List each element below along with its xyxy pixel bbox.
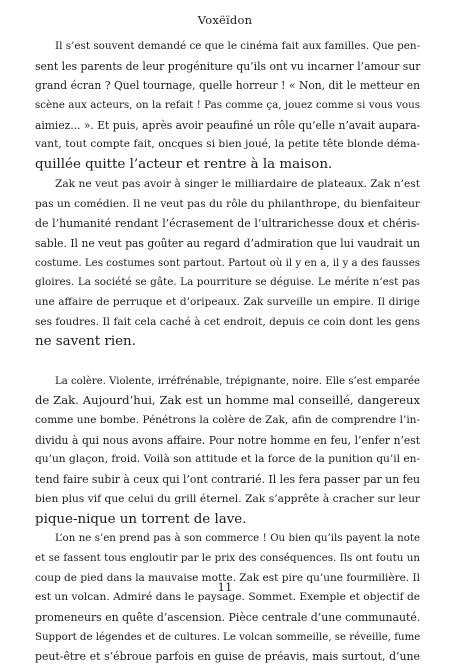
text-line: une affaire de perruque et d’oripeaux. Zak surveille un empire. Il dirige [35, 295, 420, 308]
text-line: de Zak. Aujourd’hui, Zak est un homme mal conseillé, dangereux [35, 393, 420, 408]
text-line: scène aux acteurs, on la refait ! Pas comme ça, jouez comme si vous vous [35, 99, 420, 112]
text-line: costume. Les costumes sont partout. Partout où il y en a, il y a des fausses [35, 257, 420, 269]
body-text [35, 37, 420, 667]
text-line: sent les parents de leur progéniture qu’ils ont vu incarner l’amour sur [35, 59, 421, 73]
text-line: L’on ne s’en prend pas à son commerce ! Ou bien qu’ils payent la note [55, 533, 420, 545]
text-line: pique-nique un torrent de lave. [35, 511, 247, 527]
text-line: de l’humanité rendant l’écrasement de l’ultrarichesse doux et chéris- [35, 217, 420, 231]
page-number: 11 [217, 580, 233, 594]
paragraph [35, 529, 420, 667]
text-line: dividu à qui nous avons affaire. Pour notre homme en feu, l’enfer n’est [35, 433, 420, 447]
text-line: peut-être et s’ébroue parfois en guise de préavis, mais surtout, d’une [35, 650, 420, 664]
text-line: sable. Il ne veut pas goûter au regard d’admiration que lui vaudrait un [35, 236, 420, 250]
text-line: pas un comédien. Il ne veut pas du rôle du philanthrope, du bienfaiteur [35, 197, 420, 210]
text-line: Il s’est souvent demandé ce que le cinéma fait aux familles. Que pen- [55, 40, 421, 52]
text-line: Zak ne veut pas avoir à singer le milliardaire de plateaux. Zak n’est [55, 177, 420, 190]
text-line: tend faire subir à ceux qui l’ont contrarié. Il les fera passer par un feu [35, 473, 420, 487]
text-line: ne savent rien. [35, 334, 136, 350]
text-line: comme une bombe. Pénétrons la colère de Zak, afin de comprendre l’in- [35, 414, 420, 427]
text-line: grand écran ? Quel tournage, quelle horreur ! « Non, dit le metteur en [35, 79, 420, 93]
text-line: Support de légendes et de cultures. Le volcan sommeille, se réveille, fume [35, 631, 421, 643]
text-line: promeneurs en quête d’ascension. Pièce centrale d’une communauté. [35, 610, 421, 624]
running-title: Voxëïdon [197, 13, 253, 27]
paragraph [35, 175, 420, 352]
text-line: et se fassent tous engloutir par le prix des conséquences. Ils ont foutu un [35, 551, 420, 564]
paragraph [35, 37, 420, 175]
section-break [35, 352, 420, 372]
text-line: gloires. La société se gâte. La pourriture se déguise. Le mérite n’est pas [35, 276, 420, 289]
text-line: vant, tout compte fait, oncques si bien joué, la petite tête blonde déma- [35, 138, 420, 151]
text-line: bien plus vif que celui du grill éternel. Zak s’apprête à cracher sur leur [35, 492, 420, 505]
text-line: aimiez... ». Et puis, après avoir peaufiné un rôle qu’elle n’avait aupara- [35, 118, 421, 132]
text-line: quillée quitte l’acteur et rentre à la maison. [35, 157, 333, 173]
text-line: La colère. Violente, irréfrénable, trépignante, noire. Elle s’est emparée [55, 375, 420, 387]
text-line: est un volcan. Admiré dans le paysage. Sommet. Exemple et objectif de [35, 591, 420, 604]
text-line: coup de pied dans la mauvaise motte. Zak est pire qu’une fourmilière. Il [35, 571, 420, 584]
text-line: ses foudres. Il fait cela caché à cet endroit, depuis ce coin dont les gens [35, 315, 420, 328]
paragraph [35, 372, 420, 530]
text-line: qu’un glaçon, froid. Voilà son attitude et la force de la punition qu’il en- [35, 453, 421, 466]
